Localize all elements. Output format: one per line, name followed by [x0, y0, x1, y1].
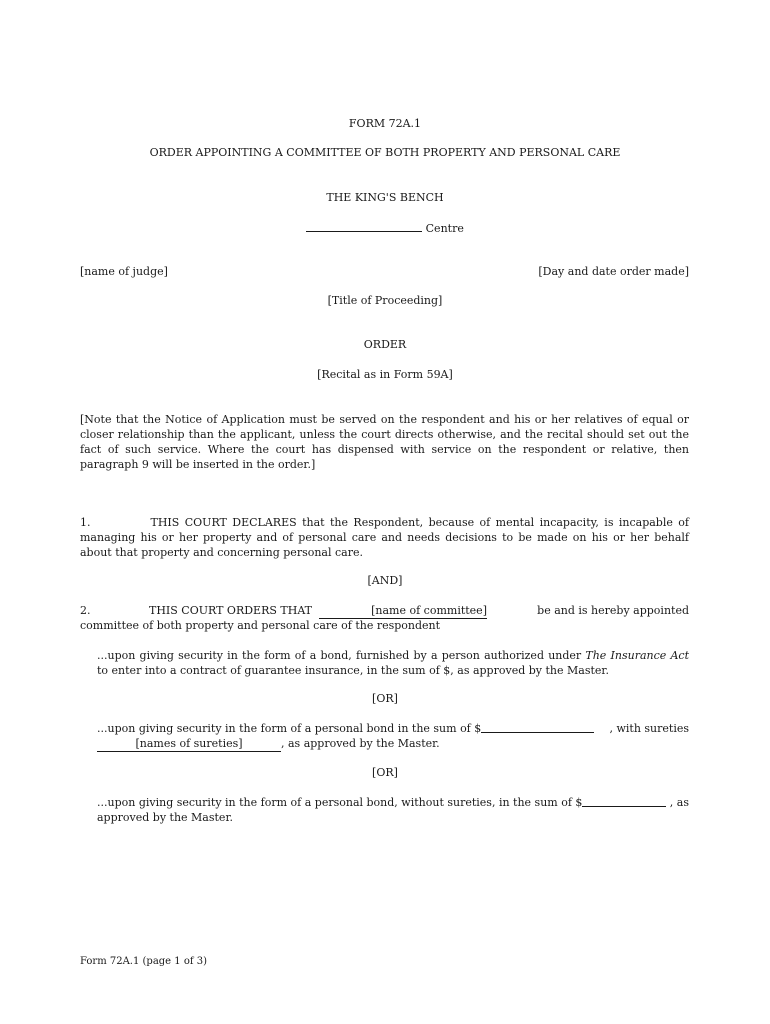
paragraph-2-tail: be and is hereby appointed — [537, 604, 689, 617]
option-2-lead: ...upon giving security in the form of a personal bond in the sum of $ — [97, 722, 482, 735]
date-placeholder: [Day and date order made] — [538, 265, 689, 278]
sum-blank-2[interactable] — [582, 795, 666, 807]
proceeding-placeholder: [Title of Proceeding] — [327, 294, 443, 307]
order-heading: ORDER — [363, 338, 407, 351]
sureties-placeholder: [names of sureties] — [135, 737, 243, 750]
option-1-before: ...upon giving security in the form of a bond, furnished by a person authorized under — [97, 649, 586, 662]
or-label-2: [OR] — [372, 766, 398, 779]
centre-line — [0, 220, 770, 235]
paragraph-1 — [80, 515, 689, 560]
paragraph-2 — [80, 603, 689, 633]
judge-placeholder: [name of judge] — [80, 265, 168, 278]
committee-placeholder: [name of committee] — [371, 604, 487, 617]
option-3-lead: ...upon giving security in the form of a personal bond, without sureties, in the sum of $ — [97, 796, 583, 809]
paragraph-2-number: 2. — [80, 604, 91, 617]
paragraph-1-rest: managing his or her property and of personal care and needs decisions to be made on his or her behalf about that property and concerning personal care. — [80, 531, 689, 559]
form-title: ORDER APPOINTING A COMMITTEE OF BOTH PROPERTY AND PERSONAL CARE — [149, 146, 621, 159]
option-bond-without-sureties — [97, 795, 689, 825]
insurance-act-title: The Insurance Act — [585, 649, 689, 662]
sum-blank-1[interactable] — [481, 721, 594, 733]
option-2-sureties-label: , with sureties — [609, 722, 689, 735]
court-name: THE KING'S BENCH — [326, 191, 444, 204]
paragraph-2-rest: committee of both property and personal care of the respondent — [80, 619, 441, 632]
option-1-after: to enter into a contract of guarantee insurance, in the sum of $, as approved by the Master. — [97, 664, 609, 677]
option-bond-insurance — [97, 648, 689, 678]
paragraph-1-number: 1. — [80, 516, 91, 529]
option-3-as-label: , as — [669, 796, 689, 809]
page-footer: Form 72A.1 (page 1 of 3) — [80, 956, 207, 967]
or-label-1: [OR] — [372, 692, 398, 705]
committee-name-field[interactable] — [319, 603, 487, 619]
recital: [Recital as in Form 59A] — [317, 368, 453, 381]
service-note: [Note that the Notice of Application must be served on the respondent and his or her relatives of equal or closer relationship than the applicant, unless the court directs otherwise, and the recital should set out the fact of such service. Where the court has dispensed with service on the respondent or relative, then paragraph 9 will be inserted in the order.] — [80, 413, 689, 471]
option-bond-with-sureties — [97, 721, 689, 752]
paragraph-2-lead: THIS COURT ORDERS THAT — [149, 604, 313, 617]
centre-blank[interactable] — [306, 220, 422, 232]
sureties-field[interactable] — [97, 736, 281, 752]
form-number: FORM 72A.1 — [348, 117, 422, 130]
and-label: [AND] — [367, 574, 403, 587]
option-3-rest: approved by the Master. — [97, 811, 233, 824]
paragraph-1-lead: THIS COURT DECLARES that the Respondent, because of mental incapacity, is incapable of — [150, 516, 689, 529]
centre-label: Centre — [425, 222, 464, 235]
option-2-tail: , as approved by the Master. — [281, 737, 440, 750]
